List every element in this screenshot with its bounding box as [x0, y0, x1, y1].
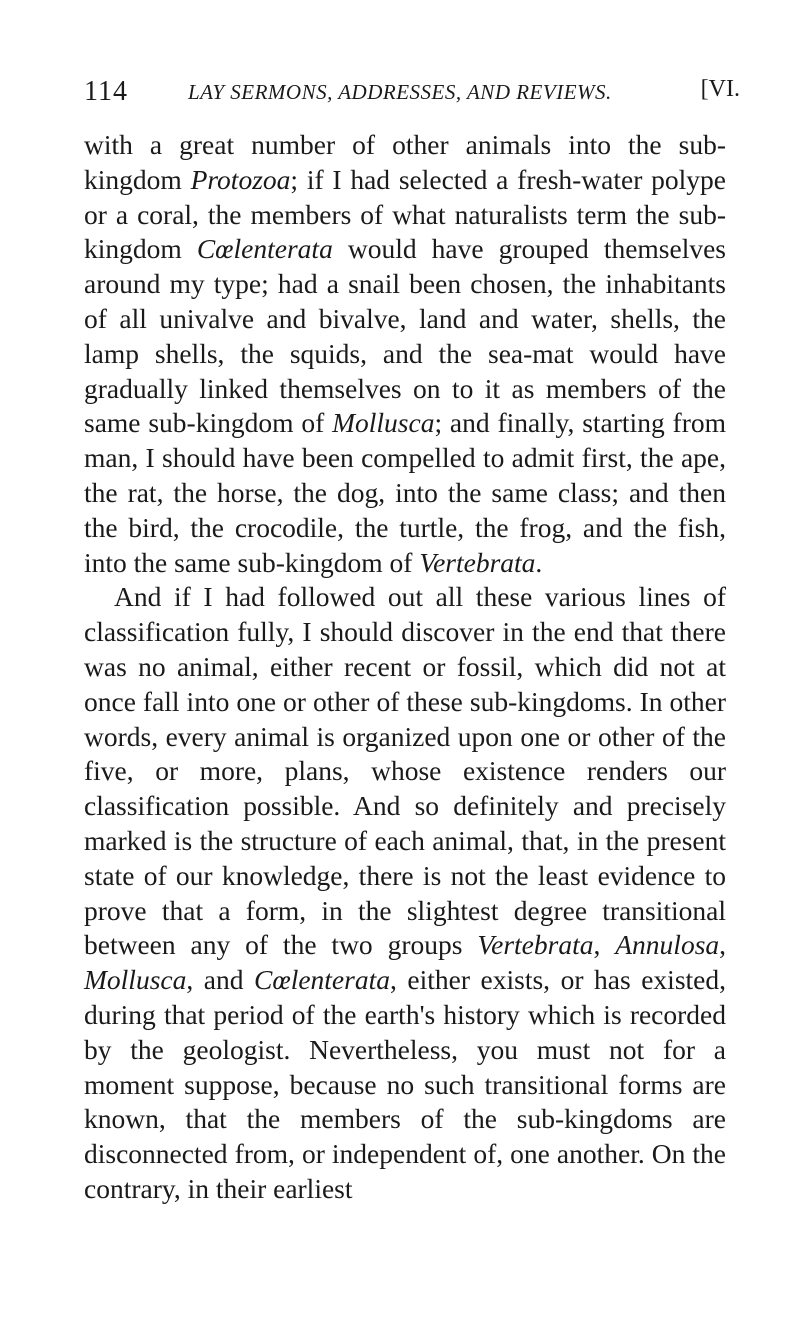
- paragraph: [84, 128, 726, 580]
- running-title: LAY SERMONS, ADDRESSES, AND REVIEWS.: [188, 80, 612, 104]
- italic-term: Cœlenterata: [196, 233, 333, 265]
- text-run: ; if I had selected a fresh-water polype or a coral, the members of what naturalists term the sub-kingdom: [84, 163, 726, 265]
- text-run: , and: [186, 964, 255, 996]
- paragraph: [84, 580, 726, 1206]
- italic-term: Cœlenterata: [254, 964, 390, 996]
- italic-term: Mollusca: [84, 964, 187, 996]
- italic-term: Mollusca: [332, 407, 435, 439]
- body-text: [84, 128, 726, 1207]
- text-run: would have grouped themselves around my type; had a snail been chosen, the inhabitants of all univalve and bivalve, land and water, shells, the lamp shells, the squids, and the sea-mat would have gradually linked themselves on to it as members of the same sub-kingdom of: [84, 233, 727, 439]
- page-header: [84, 72, 744, 112]
- text-run: ,: [719, 929, 727, 961]
- text-run: with a great number of other animals into the sub-kingdom: [84, 129, 726, 195]
- italic-term: Vertebrata: [419, 546, 536, 578]
- text-run: And if I had followed out all these various lines of classification fully, I should discover in the end that there was no animal, either recent or fossil, which did not at once fall into one or other of these sub-kingdoms. In other words, every animal is organized upon one or other of the five, or more, plans, whose existence renders our classification possible. And so definitely and precisely marked is the structure of each animal, that, in the present state of our knowledge, there is not the least evidence to prove that a form, in the slightest degree transitional between any of the two groups: [84, 581, 726, 961]
- italic-term: Vertebrata: [477, 929, 594, 961]
- text-run: ,: [593, 929, 616, 961]
- section-marker: [VI.: [700, 76, 740, 102]
- page-number: 114: [84, 76, 128, 107]
- text-run: .: [535, 546, 543, 578]
- text-run: ; and finally, starting from man, I should have been compelled to admit first, the ape, the rat, the horse, the dog, into the same class; and then the bird, the crocodile, the turtle, the frog, and the fish, into the same sub-kingdom of: [84, 407, 726, 578]
- italic-term: Protozoa: [190, 163, 291, 195]
- italic-term: Annulosa: [615, 929, 720, 961]
- text-run: , either exists, or has existed, during that period of the earth's history which is recorded by the geologist. Nevertheless, you must not for a moment suppose, because no such transitional forms are known, that the members of the sub-kingdoms are disconnected from, or independent of, one another. On the contrary, in their earliest: [84, 964, 726, 1204]
